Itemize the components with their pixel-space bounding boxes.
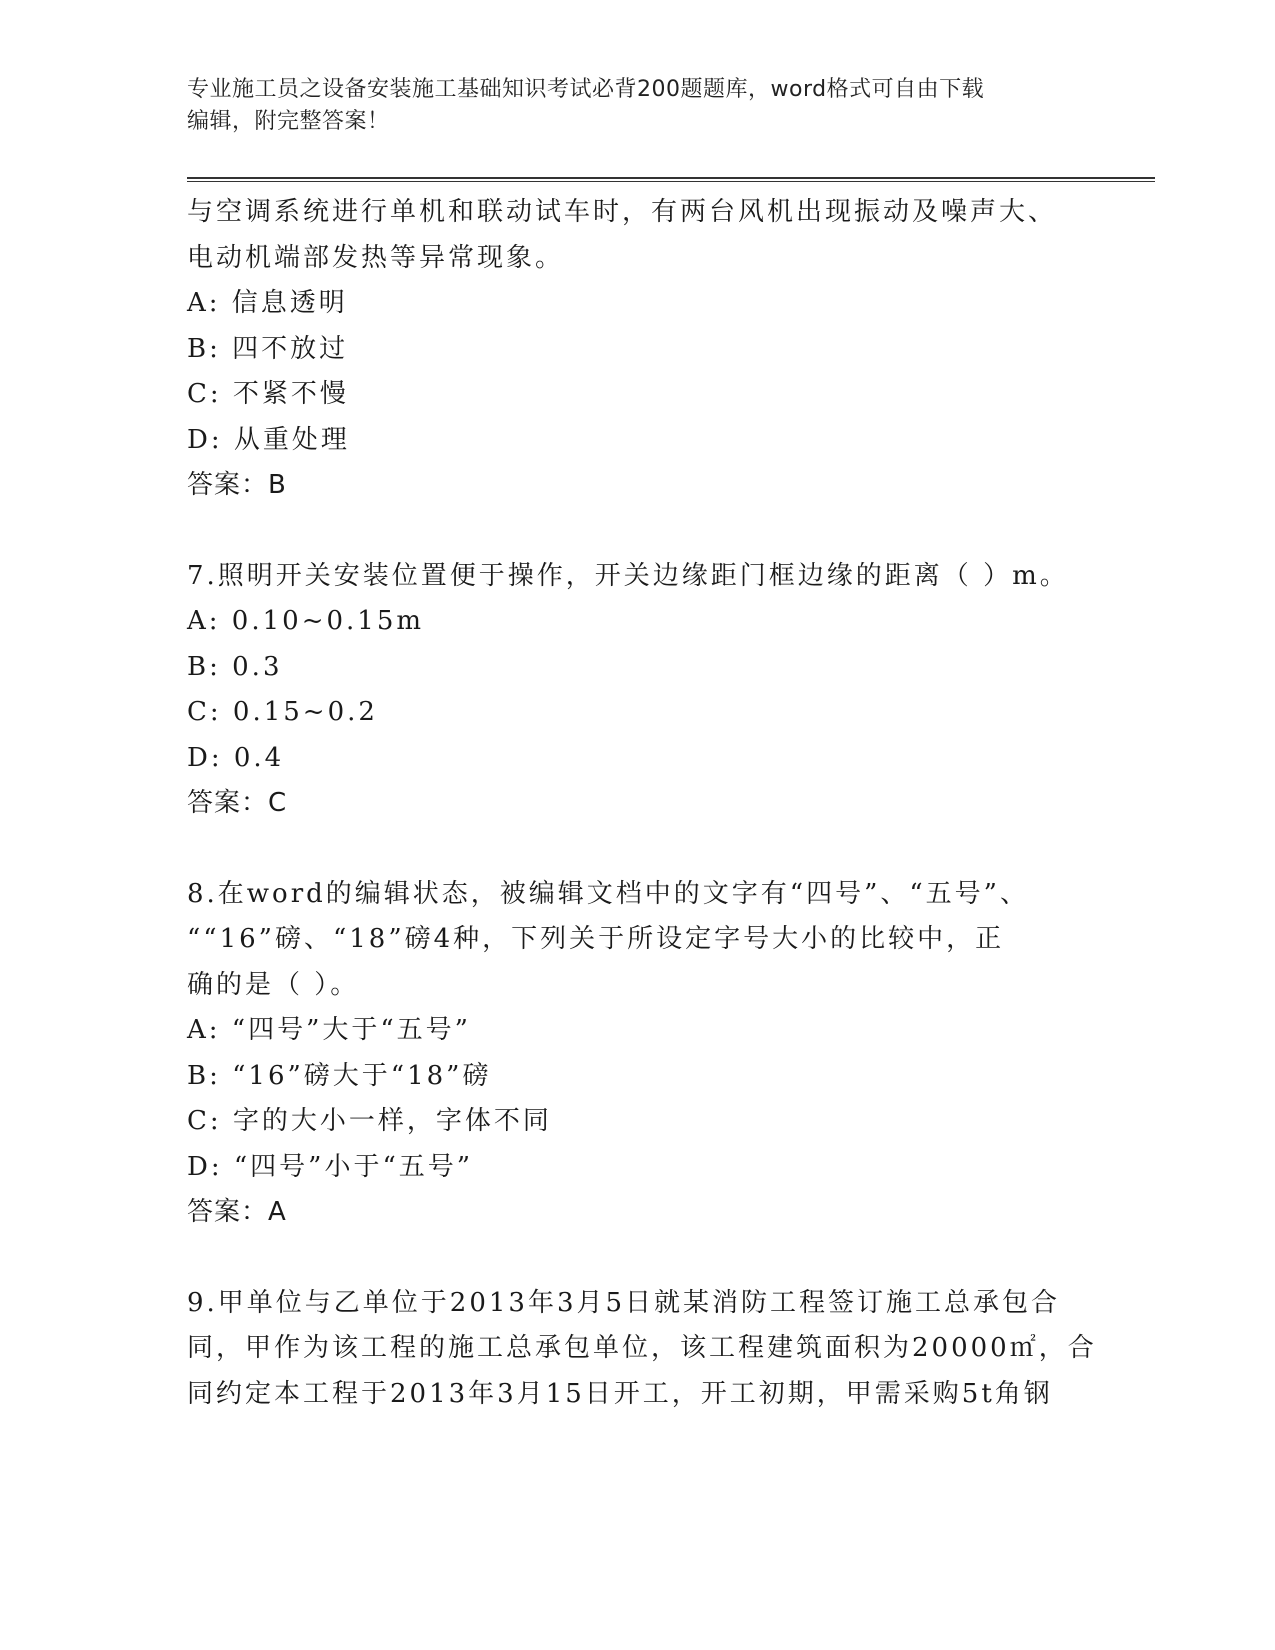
question-7 [187, 554, 1087, 827]
header-title-line-1: 专业施工员之设备安装施工基础知识考试必背200题题库，word格式可自由下载 [187, 77, 985, 102]
question-text-line: 同约定本工程于2013年3月15日开工，开工初期，甲需采购5t角钢 [187, 1378, 1053, 1409]
answer: 答案：C [187, 788, 288, 818]
spacer [187, 827, 1087, 872]
spacer [187, 1236, 1087, 1281]
option-b: B: 四不放过 [187, 333, 349, 364]
header-divider [187, 177, 1155, 182]
question-text-line: 7.照明开关安装位置便于操作，开关边缘距门框边缘的距离（ ）m。 [187, 560, 1069, 591]
question-6-tail [187, 190, 1087, 509]
option-b: B: “16”磅大于“18”磅 [187, 1060, 492, 1091]
question-text-line: 与空调系统进行单机和联动试车时，有两台风机出现振动及噪声大、 [187, 197, 1058, 227]
option-a: A: 0.10~0.15m [187, 606, 425, 636]
option-c: C: 0.15~0.2 [187, 697, 378, 727]
option-d: D: 从重处理 [187, 424, 350, 455]
question-text-line: ““16”磅、“18”磅4种，下列关于所设定字号大小的比较中，正 [187, 924, 1005, 954]
answer: 答案：B [187, 470, 287, 500]
document-body [187, 190, 1097, 1417]
option-c: C: 字的大小一样，字体不同 [187, 1106, 552, 1136]
question-text-line: 确的是（ ）。 [187, 969, 360, 1000]
option-a: A: “四号”大于“五号” [187, 1015, 471, 1045]
option-d: D: 0.4 [187, 742, 285, 773]
option-c: C: 不紧不慢 [187, 379, 349, 409]
question-text-line: 9.甲单位与乙单位于2013年3月5日就某消防工程签订施工总承包合 [187, 1287, 1061, 1318]
spacer [187, 509, 1087, 554]
option-a: A: 信息透明 [187, 288, 348, 318]
question-8 [187, 872, 1087, 1236]
document-header [187, 74, 1067, 138]
question-text-line: 同，甲作为该工程的施工总承包单位，该工程建筑面积为20000㎡，合 [187, 1333, 1097, 1363]
question-text-line: 电动机端部发热等异常现象。 [187, 242, 565, 273]
question-text-line: 8.在word的编辑状态，被编辑文档中的文字有“四号”、“五号”、 [187, 878, 1029, 909]
option-d: D: “四号”小于“五号” [187, 1151, 474, 1182]
option-b: B: 0.3 [187, 651, 283, 682]
header-title-line-2: 编辑，附完整答案！ [187, 109, 390, 134]
question-9 [187, 1281, 1097, 1418]
answer: 答案：A [187, 1197, 287, 1227]
